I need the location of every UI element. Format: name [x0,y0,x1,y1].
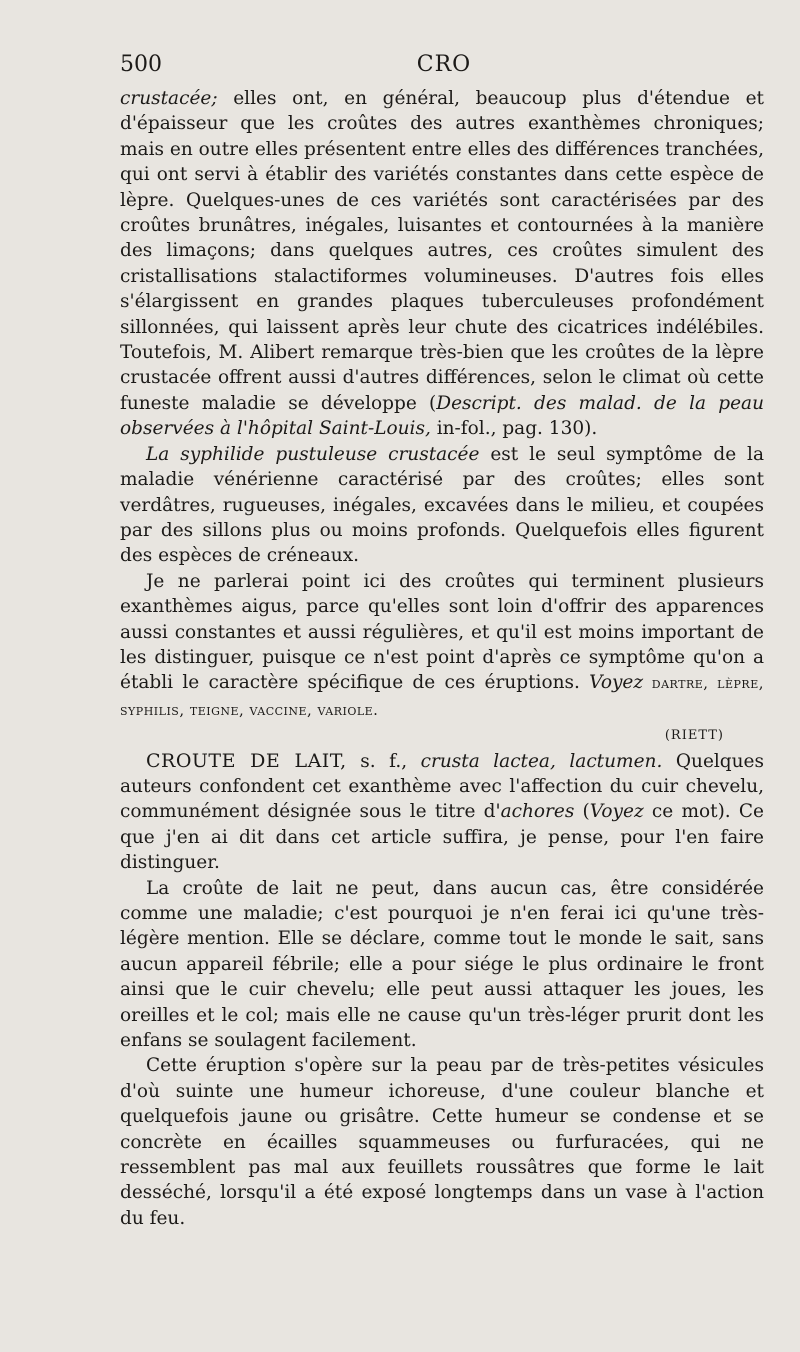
paragraph-text: elles ont, en général, beaucoup plus d'étendue et d'épaisseur que les croûtes des autres exanthèmes chroniques; mais en outre elles présentent entre elles des différences tranchées, qui ont servi à établir des variétés constantes dans cette espèce de lèpre. Quelques-unes de ces variétés sont caractérisées par des croûtes brunâtres, inégales, luisantes et contournées à la manière des limaçons; dans quelques autres, ces croûtes simulent des cristallisations stalactiformes volumineuses. D'autres fois elles s'élargissent en grandes plaques tuberculeuses profondément sillonnées, qui laissent après leur chute des cicatrices indélébiles. Toutefois, M. Alibert remarque très-bien que les croûtes de la lèpre crustacée offrent aussi d'autres différences, selon le climat où cette funeste maladie se développe ( [120,88,764,414]
voyez-label: Voyez [589,801,644,823]
page-header [120,52,768,86]
paragraph-eruption: Cette éruption s'opère sur la peau par de très-petites vésicules d'où suinte une humeur ichoreuse, d'une couleur blanche et quelquefois jaune ou grisâtre. Cette humeur se condense et se concrète en écailles squammeuses ou furfuracées, qui ne ressemblent pas mal aux feuillets roussâtres que forme le lait desséché, lorsqu'il a été exposé longtemps dans un vase à l'action du feu. [120,1055,764,1229]
entry-title: CROUTE DE LAIT, [146,749,347,772]
italic-term: achores [500,801,575,823]
italic-term: La syphilide pustuleuse crustacée [146,443,480,465]
entry-croute-de-lait [120,749,764,876]
paragraph-lepre-crustacee [120,86,764,442]
paragraph-text: est le seul symptôme de la maladie vénérienne caractérisé par des croûtes; elles sont verdâtres, rugueuses, inégales, excavées dans le milieu, et coupées par des sillons plus ou moins profonds. Quelquefois elles figurent des espèces de créneaux. [120,443,765,567]
paren-open: ( [574,801,590,823]
italic-term: crustacée; [120,88,218,109]
paragraph-text: ce mot). Ce que j'en ai dit dans cet article suffira, je pense, pour l'en faire distinguer. [120,801,764,874]
author-signature: (RIETT) [664,728,724,744]
paragraph-croute-definition: La croûte de lait ne peut, dans aucun cas, être considérée comme une maladie; c'est pourquoi je n'en ferai ici qu'une très-légère mention. Elle se déclare, comme tout le monde le sait, sans aucun appareil fébrile; elle a pour siége le plus ordinaire le front ainsi que le cuir chevelu; elle peut aussi attaquer les joues, les oreilles et le col; mais elle ne cause qu'un très-léger prurit dont les enfans se soulagent facilement. [120,877,764,1052]
grammar-label: s. f., [346,750,421,772]
paragraph-text: Quelques auteurs confondent cet exanthème avec l'affection du cuir chevelu, communément désignée sous le titre d' [120,750,765,823]
citation: Descript. des malad. de la peau observées à l'hôpital Saint-Louis, [120,392,764,440]
running-head: CRO [416,52,472,77]
page-body [120,86,764,1231]
latin-names: crusta lactea, lactumen. [420,750,663,772]
cross-references: dartre, lèpre, syphilis, teigne, vaccine, variole. [120,674,765,719]
citation-page: in-fol., pag. 130). [430,418,598,440]
paragraph-text: Je ne parlerai point ici des croûtes qui terminent plusieurs exanthèmes aigus, parce qu'elles sont loin d'offrir des apparences aussi constantes et aussi régulières, et qu'il est moins important de les distinguer, puisque ce n'est point d'après ce symptôme qu'on a établi le caractère spécifique de ces éruptions. [120,570,764,694]
paragraph-exanthemes-aigus [120,569,764,723]
paragraph-syphilide [120,442,764,569]
page-number: 500 [120,52,162,77]
voyez-label: Voyez [589,672,644,694]
